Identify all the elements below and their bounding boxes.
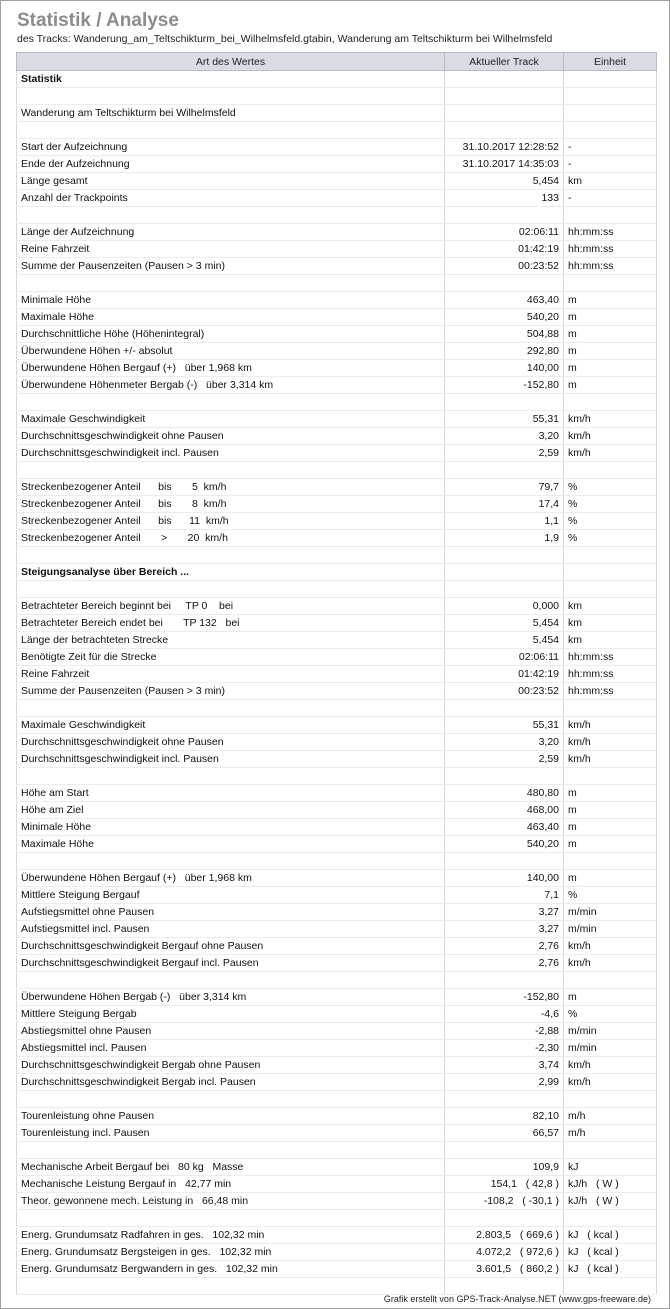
row-label: Überwundene Höhen Bergauf (+) über 1,968 km xyxy=(17,870,445,887)
row-label: Höhe am Start xyxy=(17,785,445,802)
row-unit xyxy=(564,768,657,785)
row-label: Start der Aufzeichnung xyxy=(17,139,445,156)
row-label: Tourenleistung ohne Pausen xyxy=(17,1108,445,1125)
table-row xyxy=(17,904,657,921)
table-row xyxy=(17,428,657,445)
row-label xyxy=(17,853,445,870)
table-row xyxy=(17,649,657,666)
row-unit: hh:mm:ss xyxy=(564,241,657,258)
table-row xyxy=(17,496,657,513)
table-row xyxy=(17,581,657,598)
row-label xyxy=(17,207,445,224)
section-row xyxy=(17,564,657,581)
table-row xyxy=(17,598,657,615)
row-value: -2,88 xyxy=(445,1023,564,1040)
row-label xyxy=(17,972,445,989)
table-row xyxy=(17,1244,657,1261)
table-row xyxy=(17,955,657,972)
row-unit xyxy=(564,122,657,139)
row-unit xyxy=(564,1210,657,1227)
table-row xyxy=(17,972,657,989)
row-unit: m/h xyxy=(564,1125,657,1142)
row-unit xyxy=(564,105,657,122)
row-value: 3,20 xyxy=(445,734,564,751)
row-unit: m xyxy=(564,309,657,326)
table-row xyxy=(17,343,657,360)
table-row xyxy=(17,462,657,479)
row-label: Mittlere Steigung Bergab xyxy=(17,1006,445,1023)
row-unit: m/min xyxy=(564,1040,657,1057)
row-value: 0,000 xyxy=(445,598,564,615)
row-unit xyxy=(564,394,657,411)
row-label xyxy=(17,122,445,139)
row-label: Energ. Grundumsatz Bergsteigen in ges. 102,32 min xyxy=(17,1244,445,1261)
footer-credit: Grafik erstellt von GPS-Track-Analyse.NET (www.gps-freeware.de) xyxy=(383,1294,651,1304)
row-unit xyxy=(564,207,657,224)
table-row xyxy=(17,1176,657,1193)
row-unit: m/h xyxy=(564,1108,657,1125)
row-label xyxy=(17,581,445,598)
row-unit: km xyxy=(564,598,657,615)
row-label: Maximale Geschwindigkeit xyxy=(17,717,445,734)
table-row xyxy=(17,479,657,496)
row-label xyxy=(17,1091,445,1108)
row-value: 504,88 xyxy=(445,326,564,343)
row-unit: m/min xyxy=(564,1023,657,1040)
row-value xyxy=(445,581,564,598)
table-row xyxy=(17,513,657,530)
row-label: Mechanische Arbeit Bergauf bei 80 kg Masse xyxy=(17,1159,445,1176)
column-header-unit: Einheit xyxy=(564,53,657,71)
row-unit: % xyxy=(564,479,657,496)
row-value xyxy=(445,853,564,870)
row-unit xyxy=(564,700,657,717)
table-row xyxy=(17,751,657,768)
row-unit: - xyxy=(564,139,657,156)
row-unit: km/h xyxy=(564,1057,657,1074)
row-label: Durchschnittsgeschwindigkeit ohne Pausen xyxy=(17,428,445,445)
row-label: Durchschnittsgeschwindigkeit ohne Pausen xyxy=(17,734,445,751)
row-value xyxy=(445,394,564,411)
row-unit: hh:mm:ss xyxy=(564,258,657,275)
row-unit: m xyxy=(564,802,657,819)
row-unit: m xyxy=(564,989,657,1006)
table-row xyxy=(17,1227,657,1244)
table-row xyxy=(17,1057,657,1074)
row-label: Durchschnittliche Höhe (Höhenintegral) xyxy=(17,326,445,343)
table-row xyxy=(17,411,657,428)
table-row xyxy=(17,377,657,394)
row-value xyxy=(445,768,564,785)
row-label: Streckenbezogener Anteil bis 5 km/h xyxy=(17,479,445,496)
row-value: 140,00 xyxy=(445,870,564,887)
table-row xyxy=(17,326,657,343)
row-label: Abstiegsmittel incl. Pausen xyxy=(17,1040,445,1057)
table-row xyxy=(17,836,657,853)
table-row xyxy=(17,1108,657,1125)
row-value xyxy=(445,462,564,479)
row-value: 31.10.2017 12:28:52 xyxy=(445,139,564,156)
table-row xyxy=(17,700,657,717)
row-unit: % xyxy=(564,887,657,904)
section-title: Steigungsanalyse über Bereich ... xyxy=(17,564,445,581)
row-value: 79,7 xyxy=(445,479,564,496)
table-row xyxy=(17,309,657,326)
row-label: Überwundene Höhenmeter Bergab (-) über 3,314 km xyxy=(17,377,445,394)
row-value: 5,454 xyxy=(445,615,564,632)
row-label: Durchschnittsgeschwindigkeit Bergab incl. Pausen xyxy=(17,1074,445,1091)
row-value: 4.072,2 ( 972,6 ) xyxy=(445,1244,564,1261)
row-label: Energ. Grundumsatz Radfahren in ges. 102,32 min xyxy=(17,1227,445,1244)
row-label: Ende der Aufzeichnung xyxy=(17,156,445,173)
column-header-type: Art des Wertes xyxy=(17,53,445,71)
row-value: 00:23:52 xyxy=(445,258,564,275)
row-label: Tourenleistung incl. Pausen xyxy=(17,1125,445,1142)
row-value: 480,80 xyxy=(445,785,564,802)
row-value: 5,454 xyxy=(445,173,564,190)
row-value xyxy=(445,1142,564,1159)
row-unit xyxy=(564,462,657,479)
table-row xyxy=(17,1278,657,1295)
table-row xyxy=(17,360,657,377)
row-value: 2,76 xyxy=(445,938,564,955)
row-value: 540,20 xyxy=(445,309,564,326)
row-unit: m xyxy=(564,870,657,887)
row-label: Betrachteter Bereich endet bei TP 132 bei xyxy=(17,615,445,632)
row-label: Länge der Aufzeichnung xyxy=(17,224,445,241)
row-value: 140,00 xyxy=(445,360,564,377)
row-value xyxy=(445,547,564,564)
row-unit: m xyxy=(564,326,657,343)
section-title: Statistik xyxy=(17,71,445,88)
row-value xyxy=(445,564,564,581)
row-unit: kJ ( kcal ) xyxy=(564,1261,657,1278)
row-label xyxy=(17,1278,445,1295)
row-label: Durchschnittsgeschwindigkeit Bergauf ohne Pausen xyxy=(17,938,445,955)
row-value: 55,31 xyxy=(445,411,564,428)
row-value: 3,20 xyxy=(445,428,564,445)
row-label: Durchschnittsgeschwindigkeit Bergab ohne Pausen xyxy=(17,1057,445,1074)
row-unit: km/h xyxy=(564,751,657,768)
table-row xyxy=(17,1210,657,1227)
row-unit: kJ/h ( W ) xyxy=(564,1176,657,1193)
table-row xyxy=(17,819,657,836)
row-value xyxy=(445,700,564,717)
row-unit: m xyxy=(564,785,657,802)
row-label: Energ. Grundumsatz Bergwandern in ges. 102,32 min xyxy=(17,1261,445,1278)
table-row xyxy=(17,190,657,207)
table-row xyxy=(17,224,657,241)
row-label: Maximale Höhe xyxy=(17,836,445,853)
row-label: Theor. gewonnene mech. Leistung in 66,48 min xyxy=(17,1193,445,1210)
table-row xyxy=(17,1159,657,1176)
row-value: 3,27 xyxy=(445,904,564,921)
row-label xyxy=(17,768,445,785)
row-unit: hh:mm:ss xyxy=(564,649,657,666)
table-row xyxy=(17,122,657,139)
table-row xyxy=(17,785,657,802)
row-unit xyxy=(564,972,657,989)
row-value: 3.601,5 ( 860,2 ) xyxy=(445,1261,564,1278)
table-row xyxy=(17,632,657,649)
row-value: -2,30 xyxy=(445,1040,564,1057)
row-value: -108,2 ( -30,1 ) xyxy=(445,1193,564,1210)
row-unit: km/h xyxy=(564,445,657,462)
table-row xyxy=(17,1125,657,1142)
row-value: 2,59 xyxy=(445,445,564,462)
row-value: 01:42:19 xyxy=(445,666,564,683)
row-unit: m xyxy=(564,819,657,836)
table-row xyxy=(17,173,657,190)
row-unit: km/h xyxy=(564,1074,657,1091)
row-unit: m xyxy=(564,292,657,309)
table-row xyxy=(17,615,657,632)
row-label xyxy=(17,1210,445,1227)
row-unit xyxy=(564,275,657,292)
row-label xyxy=(17,462,445,479)
row-unit: m/min xyxy=(564,921,657,938)
row-unit: km/h xyxy=(564,734,657,751)
row-value: 66,57 xyxy=(445,1125,564,1142)
table-row xyxy=(17,1193,657,1210)
table-row xyxy=(17,887,657,904)
row-label: Streckenbezogener Anteil bis 11 km/h xyxy=(17,513,445,530)
row-value xyxy=(445,1091,564,1108)
table-row xyxy=(17,870,657,887)
row-unit: m xyxy=(564,343,657,360)
row-label: Durchschnittsgeschwindigkeit incl. Pausen xyxy=(17,751,445,768)
row-value: 5,454 xyxy=(445,632,564,649)
row-unit: kJ xyxy=(564,1159,657,1176)
row-unit: % xyxy=(564,496,657,513)
row-label: Maximale Höhe xyxy=(17,309,445,326)
row-value: 17,4 xyxy=(445,496,564,513)
row-unit: m/min xyxy=(564,904,657,921)
table-row xyxy=(17,1142,657,1159)
table-row xyxy=(17,1023,657,1040)
row-unit: km xyxy=(564,615,657,632)
row-value: 2,99 xyxy=(445,1074,564,1091)
row-label: Durchschnittsgeschwindigkeit incl. Pausen xyxy=(17,445,445,462)
row-unit: km/h xyxy=(564,428,657,445)
row-label: Minimale Höhe xyxy=(17,819,445,836)
row-value: 00:23:52 xyxy=(445,683,564,700)
row-value xyxy=(445,972,564,989)
row-value xyxy=(445,275,564,292)
row-value: 01:42:19 xyxy=(445,241,564,258)
row-value: 31.10.2017 14:35:03 xyxy=(445,156,564,173)
row-value: 55,31 xyxy=(445,717,564,734)
row-value: 109,9 xyxy=(445,1159,564,1176)
row-label xyxy=(17,394,445,411)
table-row xyxy=(17,1040,657,1057)
row-value: 2.803,5 ( 669,6 ) xyxy=(445,1227,564,1244)
row-value: 463,40 xyxy=(445,292,564,309)
row-unit: km xyxy=(564,632,657,649)
table-row xyxy=(17,768,657,785)
row-label: Durchschnittsgeschwindigkeit Bergauf incl. Pausen xyxy=(17,955,445,972)
table-row xyxy=(17,241,657,258)
row-value: -152,80 xyxy=(445,989,564,1006)
row-label: Summe der Pausenzeiten (Pausen > 3 min) xyxy=(17,258,445,275)
row-label: Minimale Höhe xyxy=(17,292,445,309)
row-label: Länge gesamt xyxy=(17,173,445,190)
row-label: Höhe am Ziel xyxy=(17,802,445,819)
row-label: Anzahl der Trackpoints xyxy=(17,190,445,207)
row-value: 1,1 xyxy=(445,513,564,530)
row-value xyxy=(445,1278,564,1295)
row-label xyxy=(17,547,445,564)
row-label: Überwundene Höhen Bergauf (+) über 1,968 km xyxy=(17,360,445,377)
track-subtitle: des Tracks: Wanderung_am_Teltschikturm_bei_Wilhelmsfeld.gtabin, Wanderung am Teltschikturm bei Wilhelmsfeld xyxy=(17,33,553,45)
table-row xyxy=(17,292,657,309)
row-unit: m xyxy=(564,377,657,394)
row-value: 3,74 xyxy=(445,1057,564,1074)
row-label: Wanderung am Teltschikturm bei Wilhelmsfeld xyxy=(17,105,445,122)
row-unit: hh:mm:ss xyxy=(564,666,657,683)
row-label: Streckenbezogener Anteil bis 8 km/h xyxy=(17,496,445,513)
row-unit: % xyxy=(564,530,657,547)
row-label: Maximale Geschwindigkeit xyxy=(17,411,445,428)
row-unit: m xyxy=(564,836,657,853)
row-unit: kJ ( kcal ) xyxy=(564,1244,657,1261)
table-row xyxy=(17,258,657,275)
table-row xyxy=(17,1261,657,1278)
table-row xyxy=(17,139,657,156)
row-unit: km xyxy=(564,173,657,190)
table-row xyxy=(17,683,657,700)
row-value: 2,59 xyxy=(445,751,564,768)
table-row xyxy=(17,1074,657,1091)
row-unit xyxy=(564,71,657,88)
row-unit: km/h xyxy=(564,411,657,428)
row-value: 3,27 xyxy=(445,921,564,938)
row-value: 292,80 xyxy=(445,343,564,360)
row-label: Überwundene Höhen Bergab (-) über 3,314 km xyxy=(17,989,445,1006)
row-value: 02:06:11 xyxy=(445,649,564,666)
table-row xyxy=(17,445,657,462)
row-label: Abstiegsmittel ohne Pausen xyxy=(17,1023,445,1040)
table-row xyxy=(17,105,657,122)
table-row xyxy=(17,853,657,870)
row-unit: % xyxy=(564,513,657,530)
row-value: 7,1 xyxy=(445,887,564,904)
table-row xyxy=(17,88,657,105)
row-value xyxy=(445,122,564,139)
row-value xyxy=(445,207,564,224)
row-label xyxy=(17,88,445,105)
column-header-value: Aktueller Track xyxy=(445,53,564,71)
row-unit: km/h xyxy=(564,955,657,972)
row-unit xyxy=(564,1091,657,1108)
row-unit: km/h xyxy=(564,717,657,734)
table-row xyxy=(17,734,657,751)
row-unit: - xyxy=(564,156,657,173)
row-unit xyxy=(564,564,657,581)
table-row xyxy=(17,207,657,224)
section-row xyxy=(17,71,657,88)
row-label: Aufstiegsmittel incl. Pausen xyxy=(17,921,445,938)
row-value: 2,76 xyxy=(445,955,564,972)
row-label: Aufstiegsmittel ohne Pausen xyxy=(17,904,445,921)
row-value: -4,6 xyxy=(445,1006,564,1023)
row-value: 82,10 xyxy=(445,1108,564,1125)
row-label xyxy=(17,1142,445,1159)
row-value xyxy=(445,88,564,105)
row-label: Reine Fahrzeit xyxy=(17,241,445,258)
row-unit: hh:mm:ss xyxy=(564,224,657,241)
row-unit xyxy=(564,853,657,870)
table-row xyxy=(17,802,657,819)
row-value: 02:06:11 xyxy=(445,224,564,241)
row-unit xyxy=(564,547,657,564)
row-label: Länge der betrachteten Strecke xyxy=(17,632,445,649)
row-value: 1,9 xyxy=(445,530,564,547)
row-label xyxy=(17,275,445,292)
row-label: Reine Fahrzeit xyxy=(17,666,445,683)
table-row xyxy=(17,1006,657,1023)
row-unit: km/h xyxy=(564,938,657,955)
row-unit: kJ/h ( W ) xyxy=(564,1193,657,1210)
row-unit xyxy=(564,88,657,105)
table-row xyxy=(17,530,657,547)
row-value: -152,80 xyxy=(445,377,564,394)
row-unit: % xyxy=(564,1006,657,1023)
table-row xyxy=(17,666,657,683)
row-value: 133 xyxy=(445,190,564,207)
row-value: 540,20 xyxy=(445,836,564,853)
row-value: 463,40 xyxy=(445,819,564,836)
row-label: Betrachteter Bereich beginnt bei TP 0 bei xyxy=(17,598,445,615)
row-unit xyxy=(564,1278,657,1295)
table-row xyxy=(17,921,657,938)
row-unit xyxy=(564,1142,657,1159)
row-unit: m xyxy=(564,360,657,377)
table-row xyxy=(17,717,657,734)
table-row xyxy=(17,394,657,411)
row-label: Streckenbezogener Anteil > 20 km/h xyxy=(17,530,445,547)
row-label: Mechanische Leistung Bergauf in 42,77 min xyxy=(17,1176,445,1193)
row-unit: hh:mm:ss xyxy=(564,683,657,700)
row-unit xyxy=(564,581,657,598)
row-value xyxy=(445,1210,564,1227)
table-row xyxy=(17,1091,657,1108)
row-value xyxy=(445,105,564,122)
row-value: 468,00 xyxy=(445,802,564,819)
row-unit: - xyxy=(564,190,657,207)
row-label: Benötigte Zeit für die Strecke xyxy=(17,649,445,666)
table-row xyxy=(17,547,657,564)
table-row xyxy=(17,938,657,955)
statistics-table xyxy=(16,52,657,1295)
table-header-row xyxy=(17,53,657,71)
table-row xyxy=(17,156,657,173)
page-title: Statistik / Analyse xyxy=(17,10,179,31)
row-label: Überwundene Höhen +/- absolut xyxy=(17,343,445,360)
table-row xyxy=(17,989,657,1006)
row-value xyxy=(445,71,564,88)
row-label: Summe der Pausenzeiten (Pausen > 3 min) xyxy=(17,683,445,700)
statistics-body xyxy=(17,71,657,1295)
row-unit: kJ ( kcal ) xyxy=(564,1227,657,1244)
row-value: 154,1 ( 42,8 ) xyxy=(445,1176,564,1193)
row-label: Mittlere Steigung Bergauf xyxy=(17,887,445,904)
table-row xyxy=(17,275,657,292)
row-label xyxy=(17,700,445,717)
